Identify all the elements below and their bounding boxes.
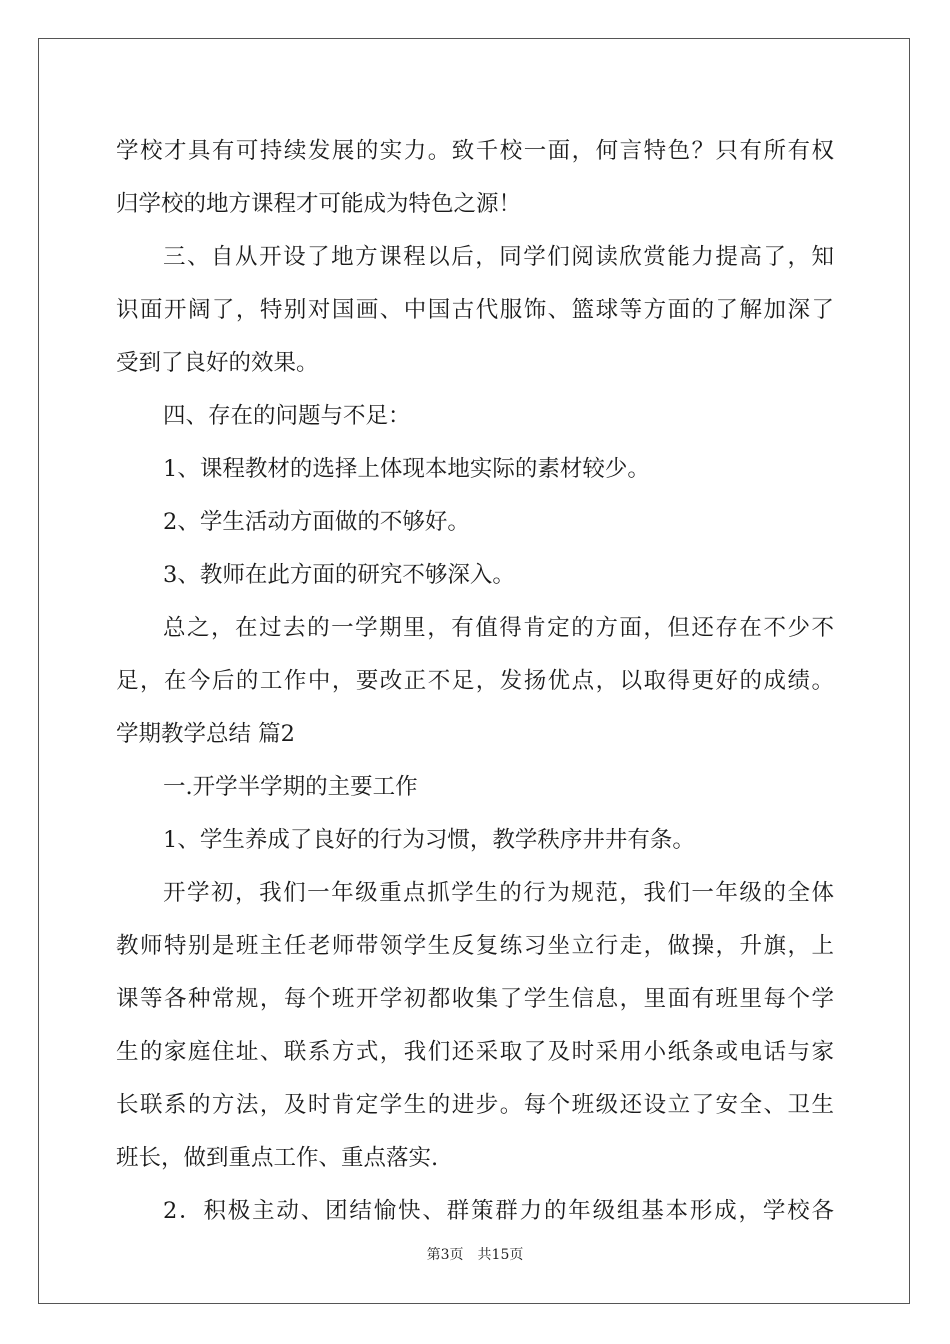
section-heading: 一.开学半学期的主要工作 (163, 774, 418, 800)
text-line: 足，在今后的工作中，要改正不足，发扬优点，以取得更好的成绩。 (116, 668, 834, 694)
section-heading: 四、存在的问题与不足： (163, 403, 411, 429)
text-line: 班长，做到重点工作、重点落实. (116, 1145, 439, 1171)
text-line: 三、自从开设了地方课程以后，同学们阅读欣赏能力提高了，知 (163, 244, 834, 270)
text-line: 生的家庭住址、联系方式，我们还采取了及时采用小纸条或电话与家 (116, 1039, 834, 1065)
list-item: 2、学生活动方面做的不够好。 (163, 509, 470, 535)
text-line: 总之，在过去的一学期里，有值得肯定的方面，但还存在不少不 (163, 615, 834, 641)
text-line: 学校才具有可持续发展的实力。致千校一面，何言特色？只有所有权 (116, 138, 834, 164)
list-item: 1、课程教材的选择上体现本地实际的素材较少。 (163, 456, 650, 482)
text-line: 教师特别是班主任老师带领学生反复练习坐立行走，做操，升旗，上 (116, 933, 834, 959)
page-number: 第3页 共15页 (426, 1247, 524, 1263)
text-line: 受到了良好的效果。 (116, 350, 319, 376)
text-line: 归学校的地方课程才可能成为特色之源！ (116, 191, 522, 217)
document-body (116, 125, 834, 1238)
text-line: 课等各种常规，每个班开学初都收集了学生信息，里面有班里每个学 (116, 986, 834, 1012)
text-line: 长联系的方法，及时肯定学生的进步。每个班级还设立了安全、卫生 (116, 1092, 834, 1118)
list-item: 3、教师在此方面的研究不够深入。 (163, 562, 515, 588)
text-line: 开学初，我们一年级重点抓学生的行为规范，我们一年级的全体 (163, 880, 834, 906)
article-title: 学期教学总结 篇2 (116, 721, 295, 747)
list-item: 1、学生养成了良好的行为习惯，教学秩序井井有条。 (163, 827, 695, 853)
text-line: 2．积极主动、团结愉快、群策群力的年级组基本形成，学校各 (163, 1198, 834, 1224)
text-line: 识面开阔了，特别对国画、中国古代服饰、篮球等方面的了解加深了 (116, 297, 834, 323)
